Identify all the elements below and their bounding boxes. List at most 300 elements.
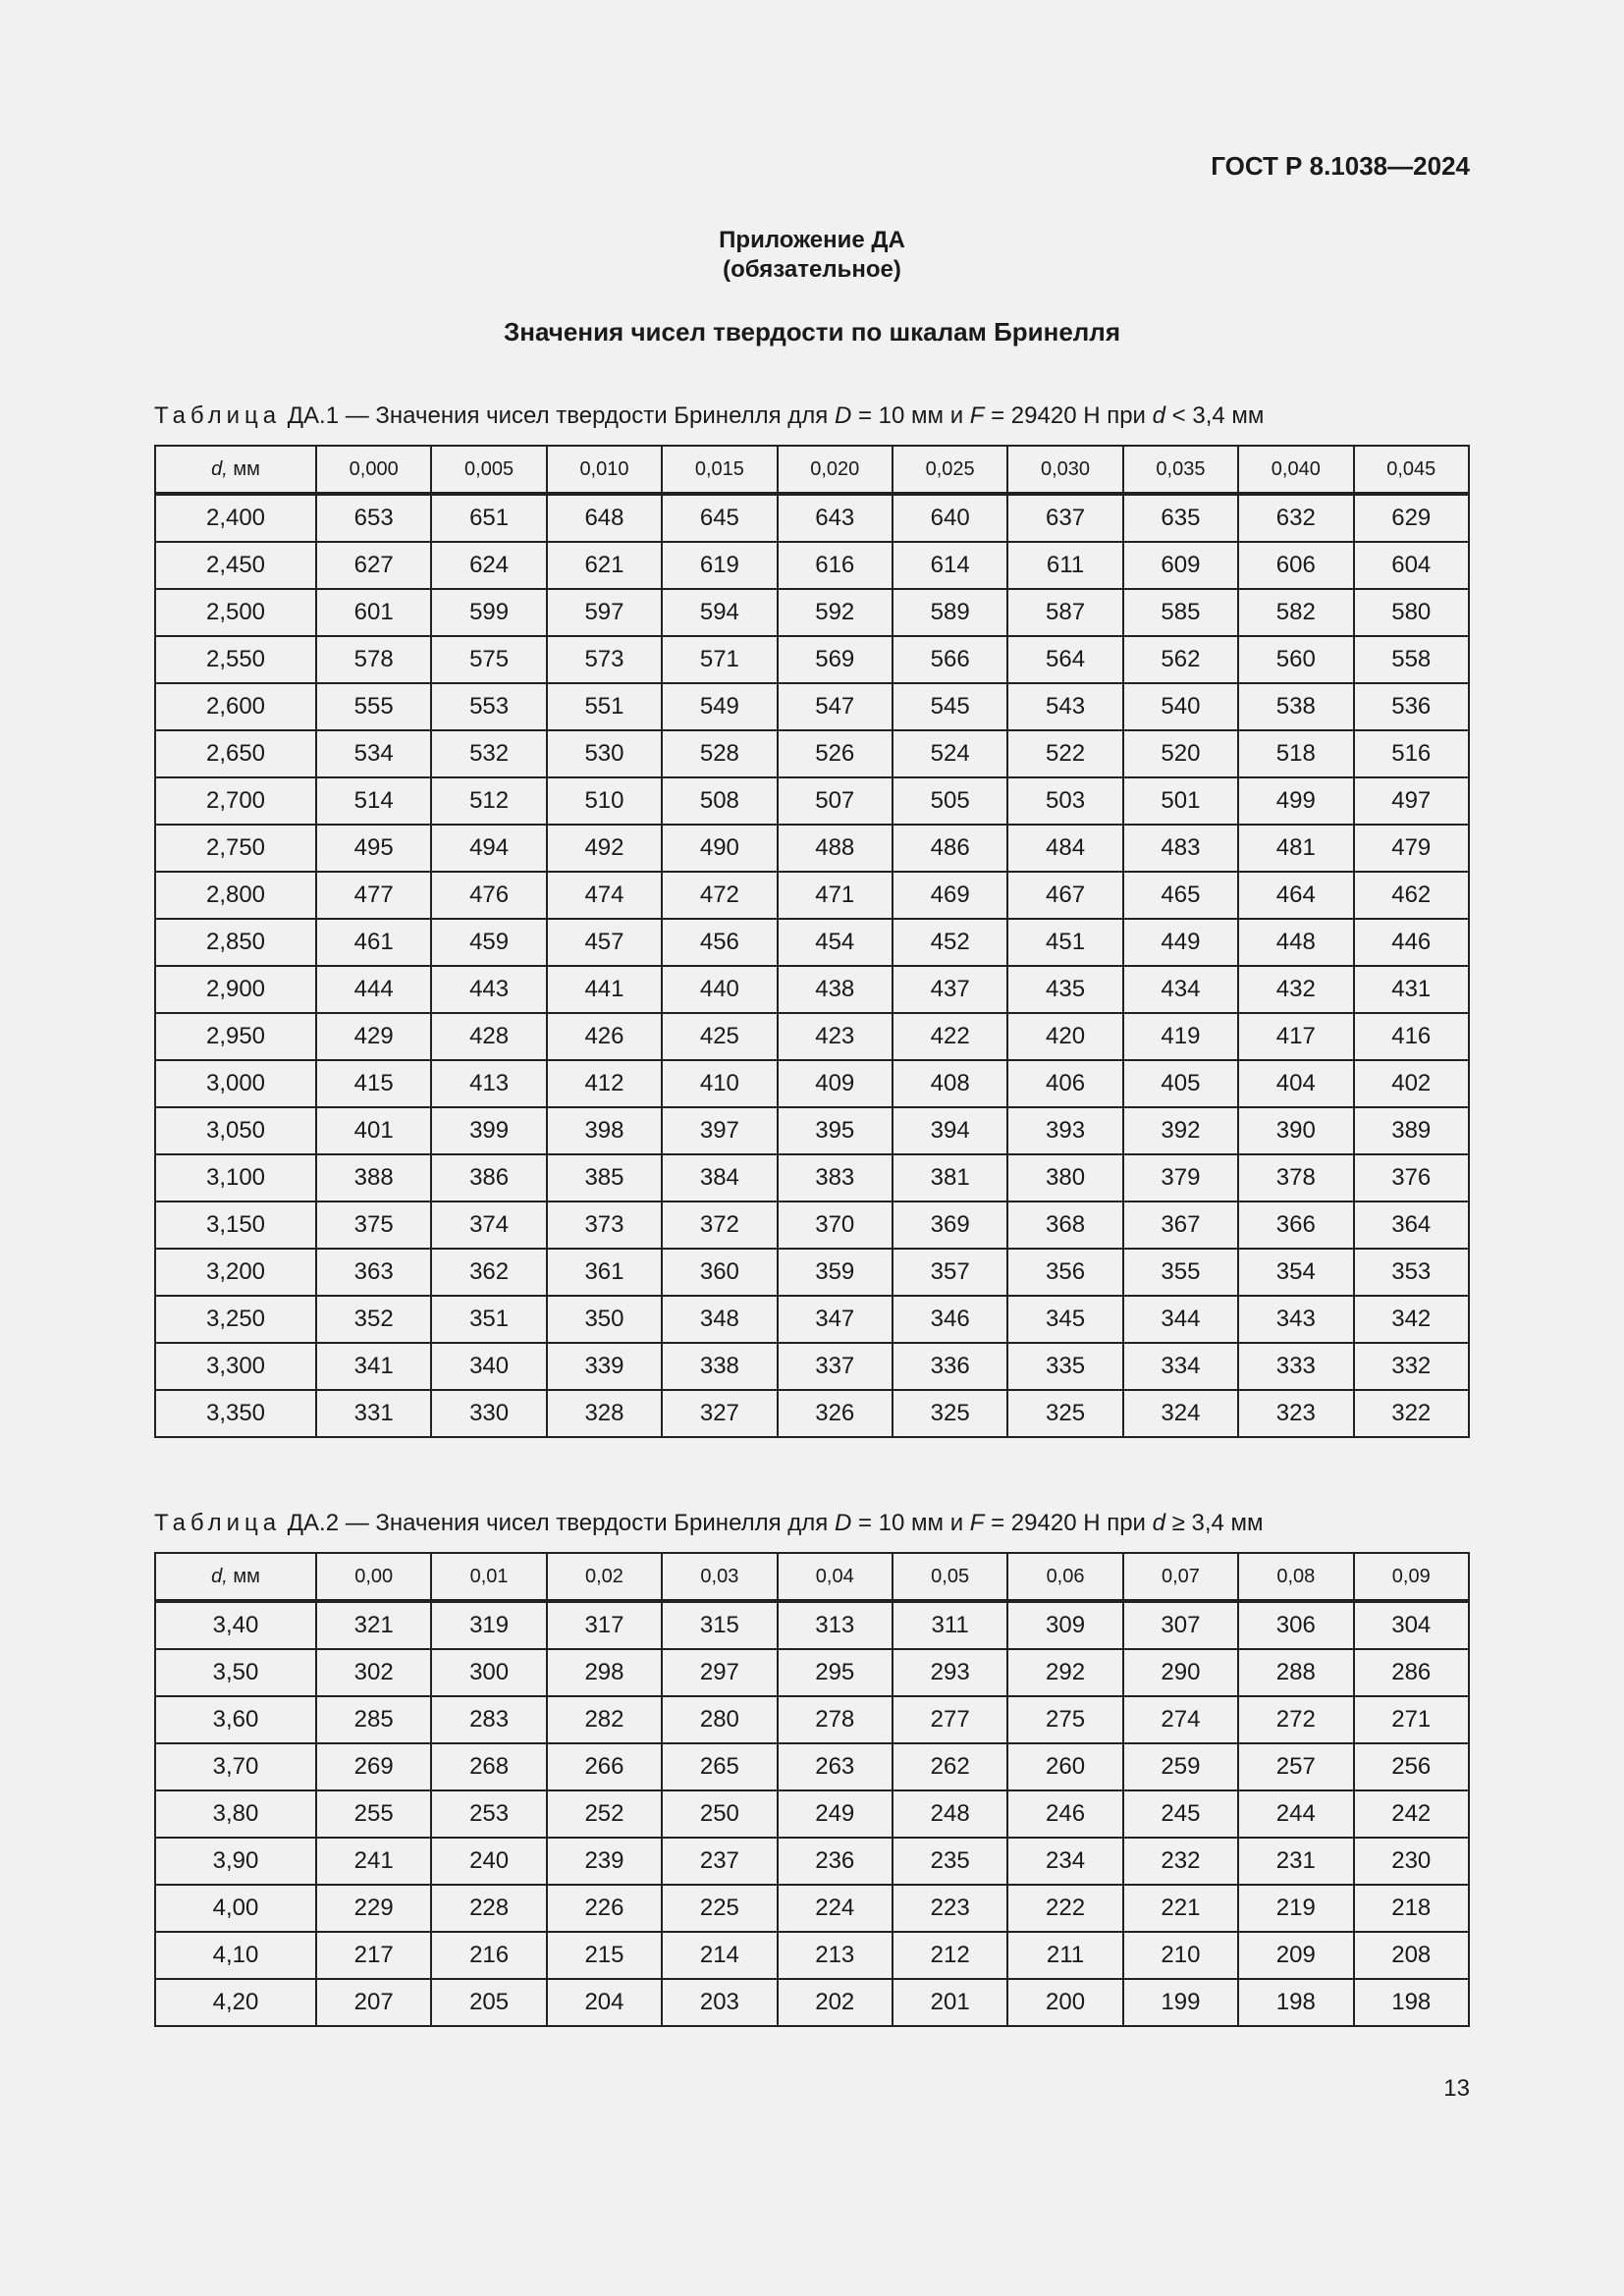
row-diameter-cell: 4,00 <box>155 1885 316 1932</box>
hardness-cell: 648 <box>547 494 662 542</box>
caption-var-d: d <box>1152 402 1165 429</box>
row-diameter-cell: 2,950 <box>155 1013 316 1060</box>
hardness-cell: 609 <box>1123 542 1238 589</box>
hardness-cell: 255 <box>316 1790 431 1838</box>
table1-body <box>155 494 1469 1437</box>
row-diameter-cell: 2,550 <box>155 636 316 683</box>
hardness-cell: 216 <box>431 1932 546 1979</box>
hardness-cell: 240 <box>431 1838 546 1885</box>
table-row <box>155 1885 1469 1932</box>
hardness-cell: 530 <box>547 730 662 777</box>
hardness-cell: 587 <box>1007 589 1122 636</box>
hardness-cell: 204 <box>547 1979 662 2026</box>
hardness-cell: 374 <box>431 1201 546 1249</box>
hardness-cell: 234 <box>1007 1838 1122 1885</box>
row-diameter-cell: 3,60 <box>155 1696 316 1743</box>
table-row <box>155 872 1469 919</box>
row-diameter-cell: 3,000 <box>155 1060 316 1107</box>
row-diameter-cell: 3,80 <box>155 1790 316 1838</box>
row-diameter-cell: 2,800 <box>155 872 316 919</box>
caption-text: = 10 мм и <box>851 402 970 429</box>
hardness-cell: 208 <box>1354 1932 1469 1979</box>
hardness-cell: 408 <box>893 1060 1007 1107</box>
hardness-cell: 624 <box>431 542 546 589</box>
hardness-cell: 327 <box>662 1390 777 1437</box>
row-diameter-cell: 3,200 <box>155 1249 316 1296</box>
hardness-cell: 606 <box>1238 542 1353 589</box>
hardness-cell: 244 <box>1238 1790 1353 1838</box>
hardness-cell: 629 <box>1354 494 1469 542</box>
hardness-cell: 492 <box>547 825 662 872</box>
table-row <box>155 683 1469 730</box>
row-diameter-cell: 4,20 <box>155 1979 316 2026</box>
caption-text: = 29420 Н при <box>984 1510 1153 1536</box>
hardness-cell: 298 <box>547 1649 662 1696</box>
column-header: 0,02 <box>547 1553 662 1601</box>
hardness-cell: 246 <box>1007 1790 1122 1838</box>
table-row <box>155 589 1469 636</box>
row-diameter-cell: 2,850 <box>155 919 316 966</box>
hardness-cell: 495 <box>316 825 431 872</box>
hardness-cell: 338 <box>662 1343 777 1390</box>
hardness-cell: 632 <box>1238 494 1353 542</box>
column-header: 0,05 <box>893 1553 1007 1601</box>
hardness-cell: 211 <box>1007 1932 1122 1979</box>
hardness-cell: 435 <box>1007 966 1122 1013</box>
hardness-cell: 553 <box>431 683 546 730</box>
hardness-cell: 198 <box>1354 1979 1469 2026</box>
hardness-cell: 569 <box>778 636 893 683</box>
hardness-cell: 342 <box>1354 1296 1469 1343</box>
hardness-cell: 306 <box>1238 1601 1353 1649</box>
hardness-cell: 213 <box>778 1932 893 1979</box>
table2-caption <box>154 1510 1264 1537</box>
hardness-cell: 269 <box>316 1743 431 1790</box>
row-diameter-cell: 3,100 <box>155 1154 316 1201</box>
hardness-cell: 390 <box>1238 1107 1353 1154</box>
table-row <box>155 1601 1469 1649</box>
header-cell-d <box>155 446 316 494</box>
column-header: 0,005 <box>431 446 546 494</box>
hardness-cell: 405 <box>1123 1060 1238 1107</box>
hardness-cell: 344 <box>1123 1296 1238 1343</box>
hardness-cell: 597 <box>547 589 662 636</box>
hardness-cell: 263 <box>778 1743 893 1790</box>
table-row <box>155 1649 1469 1696</box>
hardness-cell: 394 <box>893 1107 1007 1154</box>
hardness-cell: 438 <box>778 966 893 1013</box>
hardness-cell: 592 <box>778 589 893 636</box>
hardness-cell: 372 <box>662 1201 777 1249</box>
caption-var-d: d <box>1152 1510 1165 1536</box>
hardness-cell: 297 <box>662 1649 777 1696</box>
hardness-cell: 326 <box>778 1390 893 1437</box>
hardness-cell: 224 <box>778 1885 893 1932</box>
hardness-cell: 321 <box>316 1601 431 1649</box>
hardness-cell: 440 <box>662 966 777 1013</box>
row-diameter-cell: 3,150 <box>155 1201 316 1249</box>
hardness-cell: 226 <box>547 1885 662 1932</box>
hardness-cell: 420 <box>1007 1013 1122 1060</box>
hardness-cell: 560 <box>1238 636 1353 683</box>
hardness-cell: 309 <box>1007 1601 1122 1649</box>
hardness-cell: 237 <box>662 1838 777 1885</box>
hardness-cell: 313 <box>778 1601 893 1649</box>
hardness-cell: 589 <box>893 589 1007 636</box>
hardness-cell: 423 <box>778 1013 893 1060</box>
table-row <box>155 1932 1469 1979</box>
hardness-cell: 555 <box>316 683 431 730</box>
hardness-cell: 381 <box>893 1154 1007 1201</box>
hardness-cell: 235 <box>893 1838 1007 1885</box>
hardness-cell: 524 <box>893 730 1007 777</box>
hardness-cell: 452 <box>893 919 1007 966</box>
hardness-cell: 205 <box>431 1979 546 2026</box>
hardness-cell: 640 <box>893 494 1007 542</box>
header-cell-d <box>155 1553 316 1601</box>
column-header: 0,035 <box>1123 446 1238 494</box>
table-row <box>155 494 1469 542</box>
hardness-cell: 643 <box>778 494 893 542</box>
hardness-cell: 343 <box>1238 1296 1353 1343</box>
hardness-cell: 526 <box>778 730 893 777</box>
table-row <box>155 777 1469 825</box>
hardness-cell: 218 <box>1354 1885 1469 1932</box>
hardness-cell: 449 <box>1123 919 1238 966</box>
hardness-cell: 465 <box>1123 872 1238 919</box>
hardness-cell: 580 <box>1354 589 1469 636</box>
hardness-cell: 417 <box>1238 1013 1353 1060</box>
row-diameter-cell: 3,40 <box>155 1601 316 1649</box>
hardness-cell: 599 <box>431 589 546 636</box>
table-row <box>155 1696 1469 1743</box>
hardness-cell: 388 <box>316 1154 431 1201</box>
hardness-cell: 333 <box>1238 1343 1353 1390</box>
hardness-cell: 370 <box>778 1201 893 1249</box>
table1-caption <box>154 402 1264 430</box>
hardness-cell: 386 <box>431 1154 546 1201</box>
row-diameter-cell: 2,450 <box>155 542 316 589</box>
hardness-cell: 232 <box>1123 1838 1238 1885</box>
hardness-cell: 431 <box>1354 966 1469 1013</box>
hardness-cell: 621 <box>547 542 662 589</box>
column-header: 0,03 <box>662 1553 777 1601</box>
hardness-cell: 300 <box>431 1649 546 1696</box>
hardness-cell: 425 <box>662 1013 777 1060</box>
hardness-cell: 350 <box>547 1296 662 1343</box>
hardness-cell: 368 <box>1007 1201 1122 1249</box>
document-code: ГОСТ Р 8.1038—2024 <box>1211 151 1470 181</box>
hardness-cell: 419 <box>1123 1013 1238 1060</box>
caption-var-D: D <box>834 1510 852 1536</box>
column-header: 0,01 <box>431 1553 546 1601</box>
hardness-cell: 346 <box>893 1296 1007 1343</box>
table-row <box>155 1743 1469 1790</box>
hardness-cell: 389 <box>1354 1107 1469 1154</box>
hardness-cell: 402 <box>1354 1060 1469 1107</box>
hardness-cell: 486 <box>893 825 1007 872</box>
hardness-cell: 484 <box>1007 825 1122 872</box>
hardness-cell: 393 <box>1007 1107 1122 1154</box>
hardness-cell: 209 <box>1238 1932 1353 1979</box>
hardness-cell: 429 <box>316 1013 431 1060</box>
hardness-cell: 645 <box>662 494 777 542</box>
row-diameter-cell: 2,900 <box>155 966 316 1013</box>
hardness-cell: 479 <box>1354 825 1469 872</box>
hardness-cell: 285 <box>316 1696 431 1743</box>
hardness-cell: 398 <box>547 1107 662 1154</box>
hardness-cell: 422 <box>893 1013 1007 1060</box>
header-unit: мм <box>227 457 260 480</box>
hardness-cell: 198 <box>1238 1979 1353 2026</box>
hardness-cell: 307 <box>1123 1601 1238 1649</box>
table-row <box>155 825 1469 872</box>
hardness-cell: 293 <box>893 1649 1007 1696</box>
hardness-cell: 236 <box>778 1838 893 1885</box>
hardness-cell: 379 <box>1123 1154 1238 1201</box>
hardness-cell: 532 <box>431 730 546 777</box>
hardness-cell: 272 <box>1238 1696 1353 1743</box>
hardness-cell: 373 <box>547 1201 662 1249</box>
hardness-cell: 378 <box>1238 1154 1353 1201</box>
hardness-cell: 490 <box>662 825 777 872</box>
hardness-cell: 459 <box>431 919 546 966</box>
hardness-cell: 328 <box>547 1390 662 1437</box>
column-header: 0,04 <box>778 1553 893 1601</box>
caption-text: = 10 мм и <box>851 1510 970 1536</box>
hardness-cell: 286 <box>1354 1649 1469 1696</box>
table-row <box>155 730 1469 777</box>
hardness-cell: 207 <box>316 1979 431 2026</box>
hardness-cell: 457 <box>547 919 662 966</box>
hardness-cell: 582 <box>1238 589 1353 636</box>
hardness-cell: 385 <box>547 1154 662 1201</box>
hardness-cell: 202 <box>778 1979 893 2026</box>
hardness-cell: 594 <box>662 589 777 636</box>
hardness-cell: 516 <box>1354 730 1469 777</box>
hardness-cell: 545 <box>893 683 1007 730</box>
hardness-cell: 259 <box>1123 1743 1238 1790</box>
hardness-cell: 280 <box>662 1696 777 1743</box>
hardness-cell: 528 <box>662 730 777 777</box>
hardness-cell: 467 <box>1007 872 1122 919</box>
hardness-cell: 488 <box>778 825 893 872</box>
hardness-cell: 375 <box>316 1201 431 1249</box>
hardness-cell: 619 <box>662 542 777 589</box>
hardness-cell: 302 <box>316 1649 431 1696</box>
hardness-cell: 520 <box>1123 730 1238 777</box>
hardness-cell: 228 <box>431 1885 546 1932</box>
table-row <box>155 1249 1469 1296</box>
table-row <box>155 1107 1469 1154</box>
hardness-cell: 366 <box>1238 1201 1353 1249</box>
hardness-cell: 446 <box>1354 919 1469 966</box>
hardness-cell: 432 <box>1238 966 1353 1013</box>
column-header: 0,015 <box>662 446 777 494</box>
hardness-cell: 257 <box>1238 1743 1353 1790</box>
table1 <box>154 445 1470 1438</box>
hardness-cell: 543 <box>1007 683 1122 730</box>
hardness-cell: 547 <box>778 683 893 730</box>
hardness-cell: 616 <box>778 542 893 589</box>
hardness-cell: 362 <box>431 1249 546 1296</box>
hardness-cell: 512 <box>431 777 546 825</box>
hardness-cell: 397 <box>662 1107 777 1154</box>
column-header: 0,025 <box>893 446 1007 494</box>
caption-text: = 29420 Н при <box>984 402 1153 429</box>
hardness-cell: 201 <box>893 1979 1007 2026</box>
hardness-cell: 335 <box>1007 1343 1122 1390</box>
hardness-cell: 534 <box>316 730 431 777</box>
hardness-cell: 428 <box>431 1013 546 1060</box>
caption-text: < 3,4 мм <box>1165 402 1265 429</box>
hardness-cell: 401 <box>316 1107 431 1154</box>
hardness-cell: 277 <box>893 1696 1007 1743</box>
hardness-cell: 416 <box>1354 1013 1469 1060</box>
hardness-cell: 514 <box>316 777 431 825</box>
column-header: 0,030 <box>1007 446 1122 494</box>
hardness-cell: 322 <box>1354 1390 1469 1437</box>
caption-text: ДА.2 — Значения чисел твердости Бринелля для <box>281 1510 835 1536</box>
table-header-row <box>155 1553 1469 1601</box>
column-header: 0,00 <box>316 1553 431 1601</box>
hardness-cell: 635 <box>1123 494 1238 542</box>
hardness-cell: 295 <box>778 1649 893 1696</box>
hardness-cell: 443 <box>431 966 546 1013</box>
hardness-cell: 522 <box>1007 730 1122 777</box>
hardness-cell: 585 <box>1123 589 1238 636</box>
hardness-cell: 311 <box>893 1601 1007 1649</box>
table-row <box>155 636 1469 683</box>
hardness-cell: 361 <box>547 1249 662 1296</box>
hardness-cell: 614 <box>893 542 1007 589</box>
column-header: 0,07 <box>1123 1553 1238 1601</box>
appendix-status: (обязательное) <box>723 256 901 283</box>
hardness-cell: 578 <box>316 636 431 683</box>
hardness-cell: 339 <box>547 1343 662 1390</box>
caption-label: Таблица <box>154 1510 282 1536</box>
table-row <box>155 1343 1469 1390</box>
header-var-d: d, <box>211 457 228 480</box>
column-header: 0,09 <box>1354 1553 1469 1601</box>
column-header: 0,06 <box>1007 1553 1122 1601</box>
hardness-cell: 315 <box>662 1601 777 1649</box>
row-diameter-cell: 3,70 <box>155 1743 316 1790</box>
hardness-cell: 540 <box>1123 683 1238 730</box>
hardness-cell: 575 <box>431 636 546 683</box>
hardness-cell: 454 <box>778 919 893 966</box>
hardness-cell: 331 <box>316 1390 431 1437</box>
hardness-cell: 448 <box>1238 919 1353 966</box>
table-header-row <box>155 446 1469 494</box>
hardness-cell: 225 <box>662 1885 777 1932</box>
hardness-cell: 604 <box>1354 542 1469 589</box>
hardness-cell: 611 <box>1007 542 1122 589</box>
hardness-cell: 260 <box>1007 1743 1122 1790</box>
hardness-cell: 359 <box>778 1249 893 1296</box>
hardness-cell: 292 <box>1007 1649 1122 1696</box>
table-row <box>155 1013 1469 1060</box>
hardness-cell: 223 <box>893 1885 1007 1932</box>
hardness-cell: 200 <box>1007 1979 1122 2026</box>
hardness-cell: 210 <box>1123 1932 1238 1979</box>
hardness-cell: 451 <box>1007 919 1122 966</box>
hardness-cell: 461 <box>316 919 431 966</box>
hardness-cell: 215 <box>547 1932 662 1979</box>
column-header: 0,045 <box>1354 446 1469 494</box>
hardness-cell: 252 <box>547 1790 662 1838</box>
hardness-cell: 406 <box>1007 1060 1122 1107</box>
hardness-cell: 341 <box>316 1343 431 1390</box>
hardness-cell: 351 <box>431 1296 546 1343</box>
hardness-cell: 426 <box>547 1013 662 1060</box>
hardness-cell: 332 <box>1354 1343 1469 1390</box>
hardness-cell: 262 <box>893 1743 1007 1790</box>
hardness-cell: 219 <box>1238 1885 1353 1932</box>
hardness-cell: 573 <box>547 636 662 683</box>
table2 <box>154 1552 1470 2027</box>
header-var-d: d, <box>211 1565 228 1587</box>
table-row <box>155 542 1469 589</box>
hardness-cell: 334 <box>1123 1343 1238 1390</box>
hardness-cell: 501 <box>1123 777 1238 825</box>
hardness-cell: 483 <box>1123 825 1238 872</box>
hardness-cell: 357 <box>893 1249 1007 1296</box>
hardness-cell: 395 <box>778 1107 893 1154</box>
caption-var-F: F <box>969 1510 985 1536</box>
hardness-cell: 383 <box>778 1154 893 1201</box>
hardness-cell: 345 <box>1007 1296 1122 1343</box>
row-diameter-cell: 2,500 <box>155 589 316 636</box>
hardness-cell: 256 <box>1354 1743 1469 1790</box>
caption-label: Таблица <box>154 402 282 429</box>
hardness-cell: 601 <box>316 589 431 636</box>
hardness-cell: 507 <box>778 777 893 825</box>
hardness-cell: 275 <box>1007 1696 1122 1743</box>
hardness-cell: 319 <box>431 1601 546 1649</box>
header-unit: мм <box>227 1565 260 1587</box>
hardness-cell: 347 <box>778 1296 893 1343</box>
table-row <box>155 1201 1469 1249</box>
hardness-cell: 369 <box>893 1201 1007 1249</box>
hardness-cell: 278 <box>778 1696 893 1743</box>
row-diameter-cell: 2,400 <box>155 494 316 542</box>
table-row <box>155 1154 1469 1201</box>
row-diameter-cell: 3,250 <box>155 1296 316 1343</box>
row-diameter-cell: 2,750 <box>155 825 316 872</box>
page-number: 13 <box>1443 2075 1470 2102</box>
hardness-cell: 250 <box>662 1790 777 1838</box>
hardness-cell: 481 <box>1238 825 1353 872</box>
hardness-cell: 221 <box>1123 1885 1238 1932</box>
hardness-cell: 203 <box>662 1979 777 2026</box>
hardness-cell: 265 <box>662 1743 777 1790</box>
hardness-cell: 476 <box>431 872 546 919</box>
hardness-cell: 474 <box>547 872 662 919</box>
hardness-cell: 562 <box>1123 636 1238 683</box>
hardness-cell: 356 <box>1007 1249 1122 1296</box>
row-diameter-cell: 3,90 <box>155 1838 316 1885</box>
hardness-cell: 410 <box>662 1060 777 1107</box>
table-row <box>155 966 1469 1013</box>
hardness-cell: 290 <box>1123 1649 1238 1696</box>
column-header: 0,010 <box>547 446 662 494</box>
caption-var-D: D <box>834 402 852 429</box>
hardness-cell: 239 <box>547 1838 662 1885</box>
appendix-title: Приложение ДА <box>719 227 905 253</box>
table2-body <box>155 1601 1469 2026</box>
hardness-cell: 392 <box>1123 1107 1238 1154</box>
